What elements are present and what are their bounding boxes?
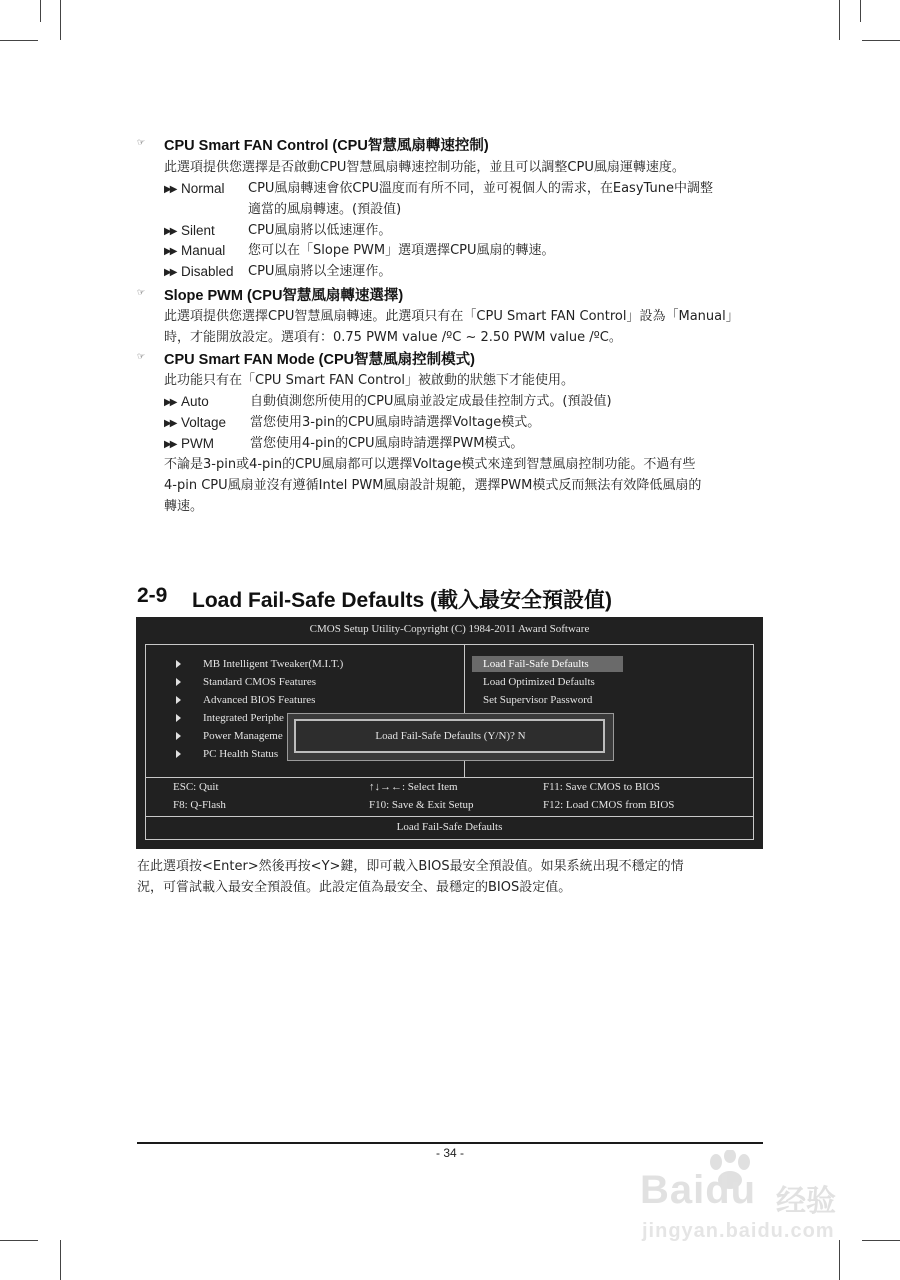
section-intro: 此選項提供您選擇是否啟動CPU智慧風扇轉速控制功能，並且可以調整CPU風扇運轉速度。 [164,160,685,175]
option-name: Disabled [181,264,234,279]
key-hint-esc: ESC: Quit [173,781,219,793]
page-number: - 34 - [435,1146,464,1160]
section-body-line: 此選項提供您選擇CPU智慧風扇轉速。此選項只有在「CPU Smart FAN Control」設為「Manual」 [164,309,739,324]
double-arrow-icon: ▶▶ [164,439,176,450]
note-line: 4-pin CPU風扇並沒有遵循Intel PWM風扇設計規範，選擇PWM模式反而無法有效降低風扇的 [164,478,702,493]
crop-mark [839,0,840,40]
option-voltage [164,413,764,435]
bios-title: CMOS Setup Utility-Copyright (C) 1984-2011 Award Software [309,623,590,635]
double-arrow-icon: ▶▶ [164,246,176,257]
watermark-brand: Baidu [640,1168,757,1212]
bios-screen [136,617,763,849]
crop-mark [0,1240,38,1241]
option-name: Manual [181,243,226,258]
crop-mark [862,40,900,41]
double-arrow-icon: ▶▶ [164,267,176,278]
key-hint-f10: F10: Save & Exit Setup [369,799,474,811]
double-arrow-icon: ▶▶ [164,184,176,195]
bios-frame [145,644,146,840]
option-normal [164,179,764,223]
bios-menu-item-selected[interactable]: Load Fail-Safe Defaults [483,658,589,670]
bios-status-bar: Load Fail-Safe Defaults [396,821,503,833]
crop-mark [60,0,61,40]
option-desc-line: CPU風扇轉速會依CPU溫度而有所不同，並可視個人的需求，在EasyTune中調整 [248,181,713,196]
option-desc-line: 您可以在「Slope PWM」選項選擇CPU風扇的轉速。 [248,243,555,258]
option-desc-line: CPU風扇將以低速運作。 [248,223,392,238]
bios-menu-item[interactable]: PC Health Status [203,748,279,760]
pointing-hand-icon: ☞ [137,352,146,362]
option-desc-line: 當您使用3-pin的CPU風扇時請選擇Voltage模式。 [250,415,541,430]
menu-arrow-icon [176,750,181,758]
option-desc-line: 自動偵測您所使用的CPU風扇並設定成最佳控制方式。(預設值) [250,394,612,409]
bios-frame [145,839,754,840]
section-heading: CPU Smart FAN Control (CPU智慧風扇轉速控制) [164,138,489,154]
crop-mark [40,0,41,22]
option-name: Silent [181,223,215,238]
crop-mark [862,1240,900,1241]
section-number: 2-9 [137,584,168,607]
bios-frame [145,644,754,645]
watermark-url: jingyan.baidu.com [642,1220,835,1242]
section-heading: Slope PWM (CPU智慧風扇轉速選擇) [164,288,404,304]
option-desc-line: 當您使用4-pin的CPU風扇時請選擇PWM模式。 [250,436,524,451]
key-hint-f8: F8: Q-Flash [173,799,226,811]
dialog-text: Load Fail-Safe Defaults (Y/N)? N [375,730,526,742]
crop-mark [860,0,861,22]
section-title: Load Fail-Safe Defaults (載入最安全預設值) [192,589,613,612]
bios-menu-item[interactable]: Integrated Periphe [203,712,284,724]
double-arrow-icon: ▶▶ [164,226,176,237]
bios-menu-item[interactable]: Set Supervisor Password [483,694,593,706]
option-name: Voltage [181,415,227,430]
menu-arrow-icon [176,696,181,704]
bios-menu-item[interactable]: Standard CMOS Features [203,676,317,688]
menu-arrow-icon [176,732,181,740]
watermark-sub: 经验 [776,1184,836,1219]
bios-menu-item[interactable]: Advanced BIOS Features [203,694,316,706]
note-line: 不論是3-pin或4-pin的CPU風扇都可以選擇Voltage模式來達到智慧風扇控制功能。不過有些 [164,457,696,472]
confirm-dialog[interactable] [287,713,614,761]
option-desc-line: CPU風扇將以全速運作。 [248,264,392,279]
section-heading: CPU Smart FAN Mode (CPU智慧風扇控制模式) [164,352,475,368]
option-auto [164,392,764,414]
bios-menu-item[interactable]: Load Optimized Defaults [483,676,595,688]
bios-frame [145,777,754,778]
option-name: PWM [181,436,214,451]
section-body-line: 時，才能開放設定。選項有：0.75 PWM value /ºC ~ 2.50 PWM value /ºC。 [164,330,622,345]
option-silent [164,221,764,243]
body-line: 在此選項按<Enter>然後再按<Y>鍵，即可載入BIOS最安全預設值。如果系統出現不穩定的情 [137,859,684,874]
menu-arrow-icon [176,660,181,668]
crop-mark [0,40,38,41]
option-disabled [164,262,764,284]
option-manual [164,241,764,263]
bios-menu-item[interactable]: Power Manageme [203,730,283,742]
option-pwm [164,434,764,456]
body-line: 況，可嘗試載入最安全預設值。此設定值為最安全、最穩定的BIOS設定值。 [137,880,572,895]
pointing-hand-icon: ☞ [137,138,146,148]
double-arrow-icon: ▶▶ [164,397,176,408]
crop-mark [60,1240,61,1280]
bios-menu-item[interactable]: MB Intelligent Tweaker(M.I.T.) [203,658,344,670]
option-desc-line: 適當的風扇轉速。(預設值) [248,202,402,217]
note-line: 轉速。 [164,499,204,514]
section-intro: 此功能只有在「CPU Smart FAN Control」被啟動的狀態下才能使用。 [164,373,575,388]
option-name: Auto [181,394,209,409]
menu-arrow-icon [176,678,181,686]
menu-arrow-icon [176,714,181,722]
option-name: Normal [181,181,225,196]
key-hint-arrows: ↑↓→←: Select Item [369,781,458,793]
bios-frame [753,644,754,840]
key-hint-f12: F12: Load CMOS from BIOS [543,799,675,811]
footer-rule [137,1142,763,1144]
double-arrow-icon: ▶▶ [164,418,176,429]
bios-frame [145,816,754,817]
baidu-watermark [640,1150,860,1250]
pointing-hand-icon: ☞ [137,288,146,298]
key-hint-f11: F11: Save CMOS to BIOS [543,781,660,793]
